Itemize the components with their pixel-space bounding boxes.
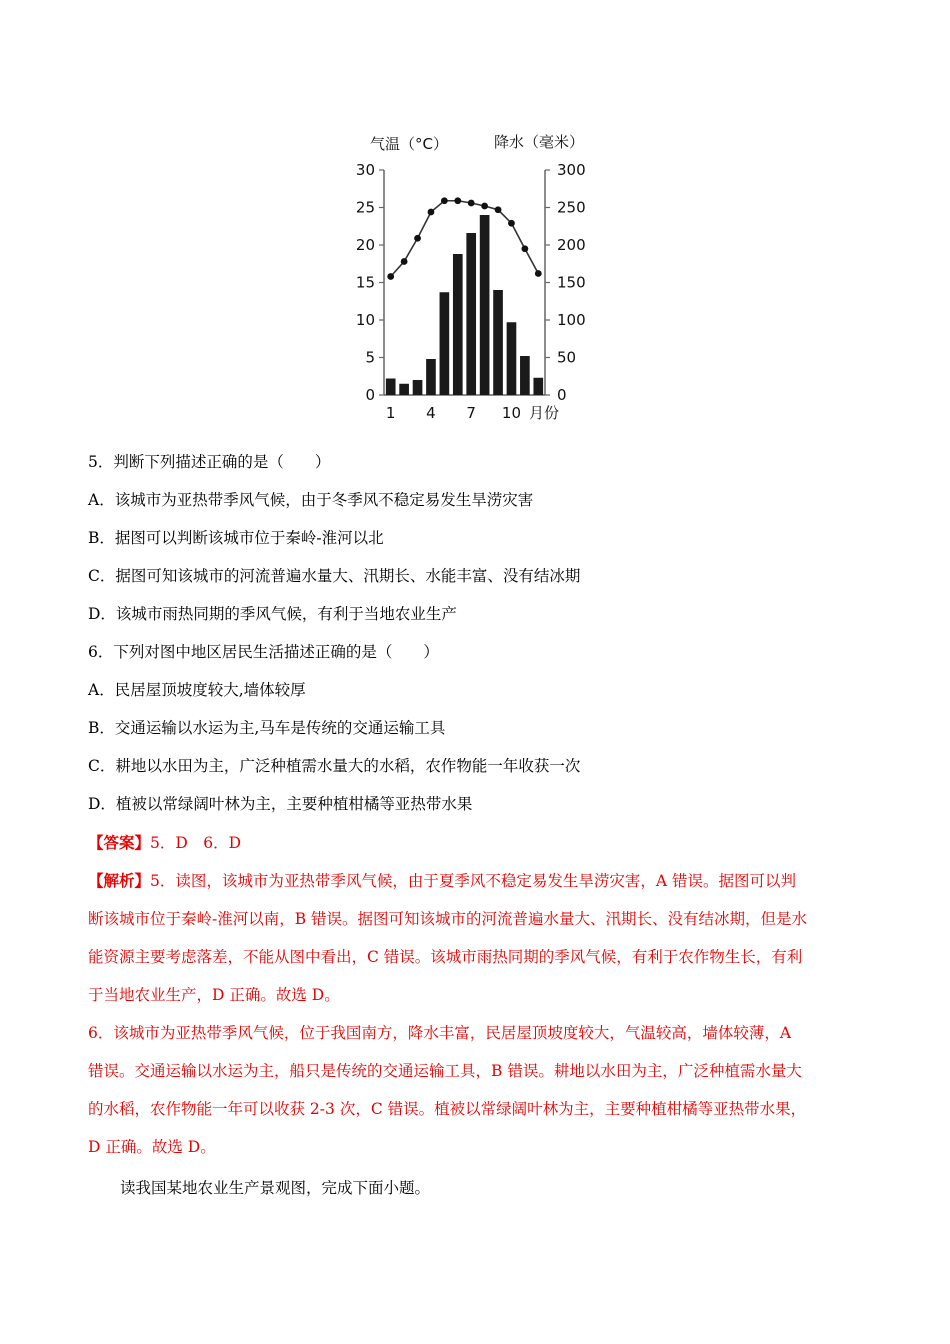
right-tick-label: 200 (557, 236, 586, 254)
precipitation-bar (426, 359, 436, 395)
left-tick-label: 25 (355, 198, 375, 217)
analysis-6-line-4: D 正确。故选 D。 (88, 1138, 216, 1156)
climate-chart (330, 125, 620, 425)
analysis-5-line-1: 5．读图，该城市为亚热带季风气候，由于夏季风不稳定易发生旱涝灾害，A 错误。据图可以判 (150, 872, 797, 890)
precipitation-bar (507, 322, 517, 395)
right-tick-label: 0 (557, 386, 567, 404)
right-axis-ticks (545, 161, 586, 404)
precipitation-bar (399, 384, 409, 395)
precipitation-bar (386, 379, 396, 396)
left-axis-label: 气温（°C） (370, 135, 448, 153)
right-axis-label: 降水（毫米） (494, 133, 585, 151)
right-tick-label: 300 (557, 161, 586, 179)
analysis-5-line-4: 于当地农业生产，D 正确。故选 D。 (88, 986, 340, 1004)
precipitation-bar (453, 254, 463, 395)
x-axis-ticks (386, 404, 521, 422)
analysis-6-line-2: 错误。交通运输以水运为主，船只是传统的交通运输工具，B 错误。耕地以水田为主，广泛种植需水量大 (88, 1062, 802, 1080)
temperature-point (414, 235, 421, 242)
left-tick-label: 15 (355, 273, 375, 292)
temperature-point (441, 197, 448, 204)
right-tick-label: 100 (557, 311, 586, 329)
x-axis-unit: 月份 (529, 404, 560, 422)
temperature-points (387, 197, 541, 280)
analysis-tag: 【解析】 (88, 871, 151, 890)
q6-option-c: C．耕地以水田为主，广泛种植需水量大的水稻，农作物能一年收获一次 (88, 757, 581, 775)
temperature-point (468, 200, 475, 207)
left-tick-label: 5 (365, 348, 375, 367)
right-tick-label: 250 (557, 198, 586, 217)
answer-text: 5．D 6．D (150, 834, 242, 852)
x-tick-label: 1 (385, 404, 396, 422)
q5-option-b: B．据图可以判断该城市位于秦岭-淮河以北 (88, 529, 384, 547)
precipitation-bar (413, 380, 423, 395)
next-question-prompt: 读我国某地农业生产景观图，完成下面小题。 (120, 1179, 431, 1197)
left-tick-label: 10 (355, 311, 375, 329)
q6-option-b: B．交通运输以水运为主,马车是传统的交通运输工具 (88, 719, 446, 737)
temperature-point (535, 270, 542, 277)
left-tick-label: 0 (365, 386, 375, 404)
q5-option-d: D．该城市雨热同期的季风气候，有利于当地农业生产 (88, 605, 457, 623)
analysis-6-line-3: 的水稻，农作物能一年可以收获 2-3 次，C 错误。植被以常绿阔叶林为主，主要种植柑橘等亚热带水果， (88, 1100, 807, 1118)
q6-option-a: A．民居屋顶坡度较大,墙体较厚 (88, 681, 306, 699)
analysis-5-line-2: 断该城市位于秦岭-淮河以南，B 错误。据图可知该城市的河流普遍水量大、汛期长、没有结冰期，但是水 (88, 910, 808, 928)
temperature-point (508, 220, 515, 227)
right-tick-label: 50 (557, 348, 577, 367)
temperature-point (481, 203, 488, 210)
x-tick-label: 4 (426, 404, 436, 422)
q5-option-a: A．该城市为亚热带季风气候，由于冬季风不稳定易发生旱涝灾害 (88, 491, 534, 509)
q6-stem: 6．下列对图中地区居民生活描述正确的是（ ） (88, 643, 439, 661)
precipitation-bar (466, 233, 476, 395)
right-tick-label: 150 (557, 273, 586, 292)
analysis-5-line-3: 能资源主要考虑落差，不能从图中看出，C 错误。该城市雨热同期的季风气候，有利于农作物生长，有利 (88, 948, 803, 966)
precipitation-bar (493, 290, 503, 395)
temperature-point (521, 245, 528, 252)
answer-line (88, 833, 241, 853)
temperature-line (391, 201, 539, 277)
x-tick-label: 7 (466, 404, 476, 422)
q5-option-c: C．据图可知该城市的河流普遍水量大、汛期长、水能丰富、没有结冰期 (88, 567, 581, 585)
temperature-point (454, 197, 461, 204)
q6-option-d: D．植被以常绿阔叶林为主，主要种植柑橘等亚热带水果 (88, 795, 473, 813)
temperature-point (428, 209, 435, 216)
left-tick-label: 20 (355, 236, 375, 254)
q5-stem: 5．判断下列描述正确的是（ ） (88, 453, 331, 471)
analysis-line-1 (88, 871, 796, 891)
precipitation-bar (440, 292, 450, 395)
precipitation-bar (533, 378, 543, 395)
left-tick-label: 30 (355, 161, 375, 179)
temperature-point (401, 258, 408, 265)
left-axis-ticks (356, 161, 384, 404)
precipitation-bar (520, 356, 530, 395)
temperature-point (387, 273, 394, 280)
x-tick-label: 10 (501, 404, 522, 422)
precipitation-bars (386, 215, 543, 395)
answer-tag: 【答案】 (88, 833, 151, 852)
analysis-6-line-1: 6．该城市为亚热带季风气候，位于我国南方，降水丰富，民居屋顶坡度较大，气温较高，墙体较薄，A (88, 1024, 792, 1042)
precipitation-bar (480, 215, 490, 395)
temperature-point (495, 206, 502, 213)
